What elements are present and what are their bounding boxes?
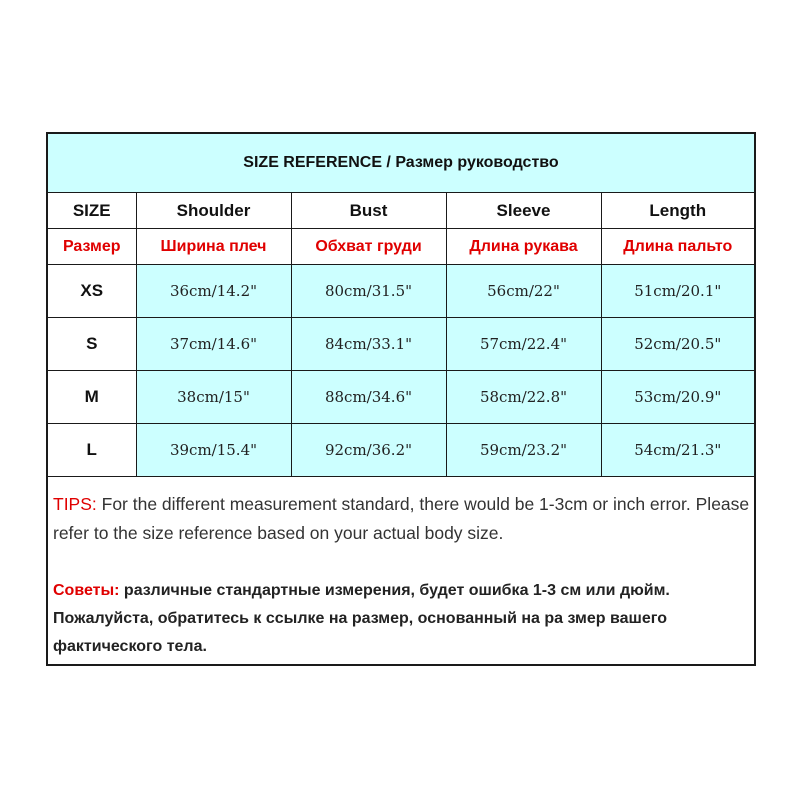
header-row-en xyxy=(48,193,754,229)
shoulder-value: 37cm/14.6" xyxy=(136,318,291,371)
shoulder-value: 36cm/14.2" xyxy=(136,265,291,318)
table-row xyxy=(48,424,754,477)
size-chart xyxy=(46,132,756,666)
bust-value: 92cm/36.2" xyxy=(291,424,446,477)
size-label: XS xyxy=(48,265,136,318)
tips-english xyxy=(53,490,751,548)
title-row xyxy=(48,134,754,193)
table-row xyxy=(48,318,754,371)
length-value: 52cm/20.5" xyxy=(601,318,754,371)
bust-value: 88cm/34.6" xyxy=(291,371,446,424)
sleeve-value: 58cm/22.8" xyxy=(446,371,601,424)
tips-russian xyxy=(53,577,751,661)
size-table xyxy=(48,134,754,477)
tips-text-ru: различные стандартные измерения, будет ошибка 1-3 см или дюйм. Пожалуйста, обратитесь к ссылке на размер, основанный на ра змер вашего фактического тела. xyxy=(53,582,670,655)
length-value: 51cm/20.1" xyxy=(601,265,754,318)
sleeve-value: 59cm/23.2" xyxy=(446,424,601,477)
table-row xyxy=(48,265,754,318)
table-row xyxy=(48,371,754,424)
bust-value: 84cm/33.1" xyxy=(291,318,446,371)
col-header-sleeve: Sleeve xyxy=(446,193,601,229)
col-header-bust-ru: Обхват груди xyxy=(291,229,446,265)
sleeve-value: 57cm/22.4" xyxy=(446,318,601,371)
sleeve-value: 56cm/22" xyxy=(446,265,601,318)
col-header-shoulder: Shoulder xyxy=(136,193,291,229)
shoulder-value: 39cm/15.4" xyxy=(136,424,291,477)
tips-label: TIPS: xyxy=(53,494,97,514)
table-title: SIZE REFERENCE / Размер руководство xyxy=(48,134,754,193)
tips-text: For the different measurement standard, there would be 1-3cm or inch error. Please refer to the size reference based on your actual body size. xyxy=(53,494,750,543)
header-row-ru xyxy=(48,229,754,265)
size-label: L xyxy=(48,424,136,477)
tips-label-ru: Советы: xyxy=(53,582,120,599)
bust-value: 80cm/31.5" xyxy=(291,265,446,318)
length-value: 53cm/20.9" xyxy=(601,371,754,424)
col-header-bust: Bust xyxy=(291,193,446,229)
col-header-length-ru: Длина пальто xyxy=(601,229,754,265)
length-value: 54cm/21.3" xyxy=(601,424,754,477)
col-header-size: SIZE xyxy=(48,193,136,229)
col-header-length: Length xyxy=(601,193,754,229)
shoulder-value: 38cm/15" xyxy=(136,371,291,424)
col-header-size-ru: Размер xyxy=(48,229,136,265)
size-label: M xyxy=(48,371,136,424)
col-header-shoulder-ru: Ширина плеч xyxy=(136,229,291,265)
col-header-sleeve-ru: Длина рукава xyxy=(446,229,601,265)
size-label: S xyxy=(48,318,136,371)
